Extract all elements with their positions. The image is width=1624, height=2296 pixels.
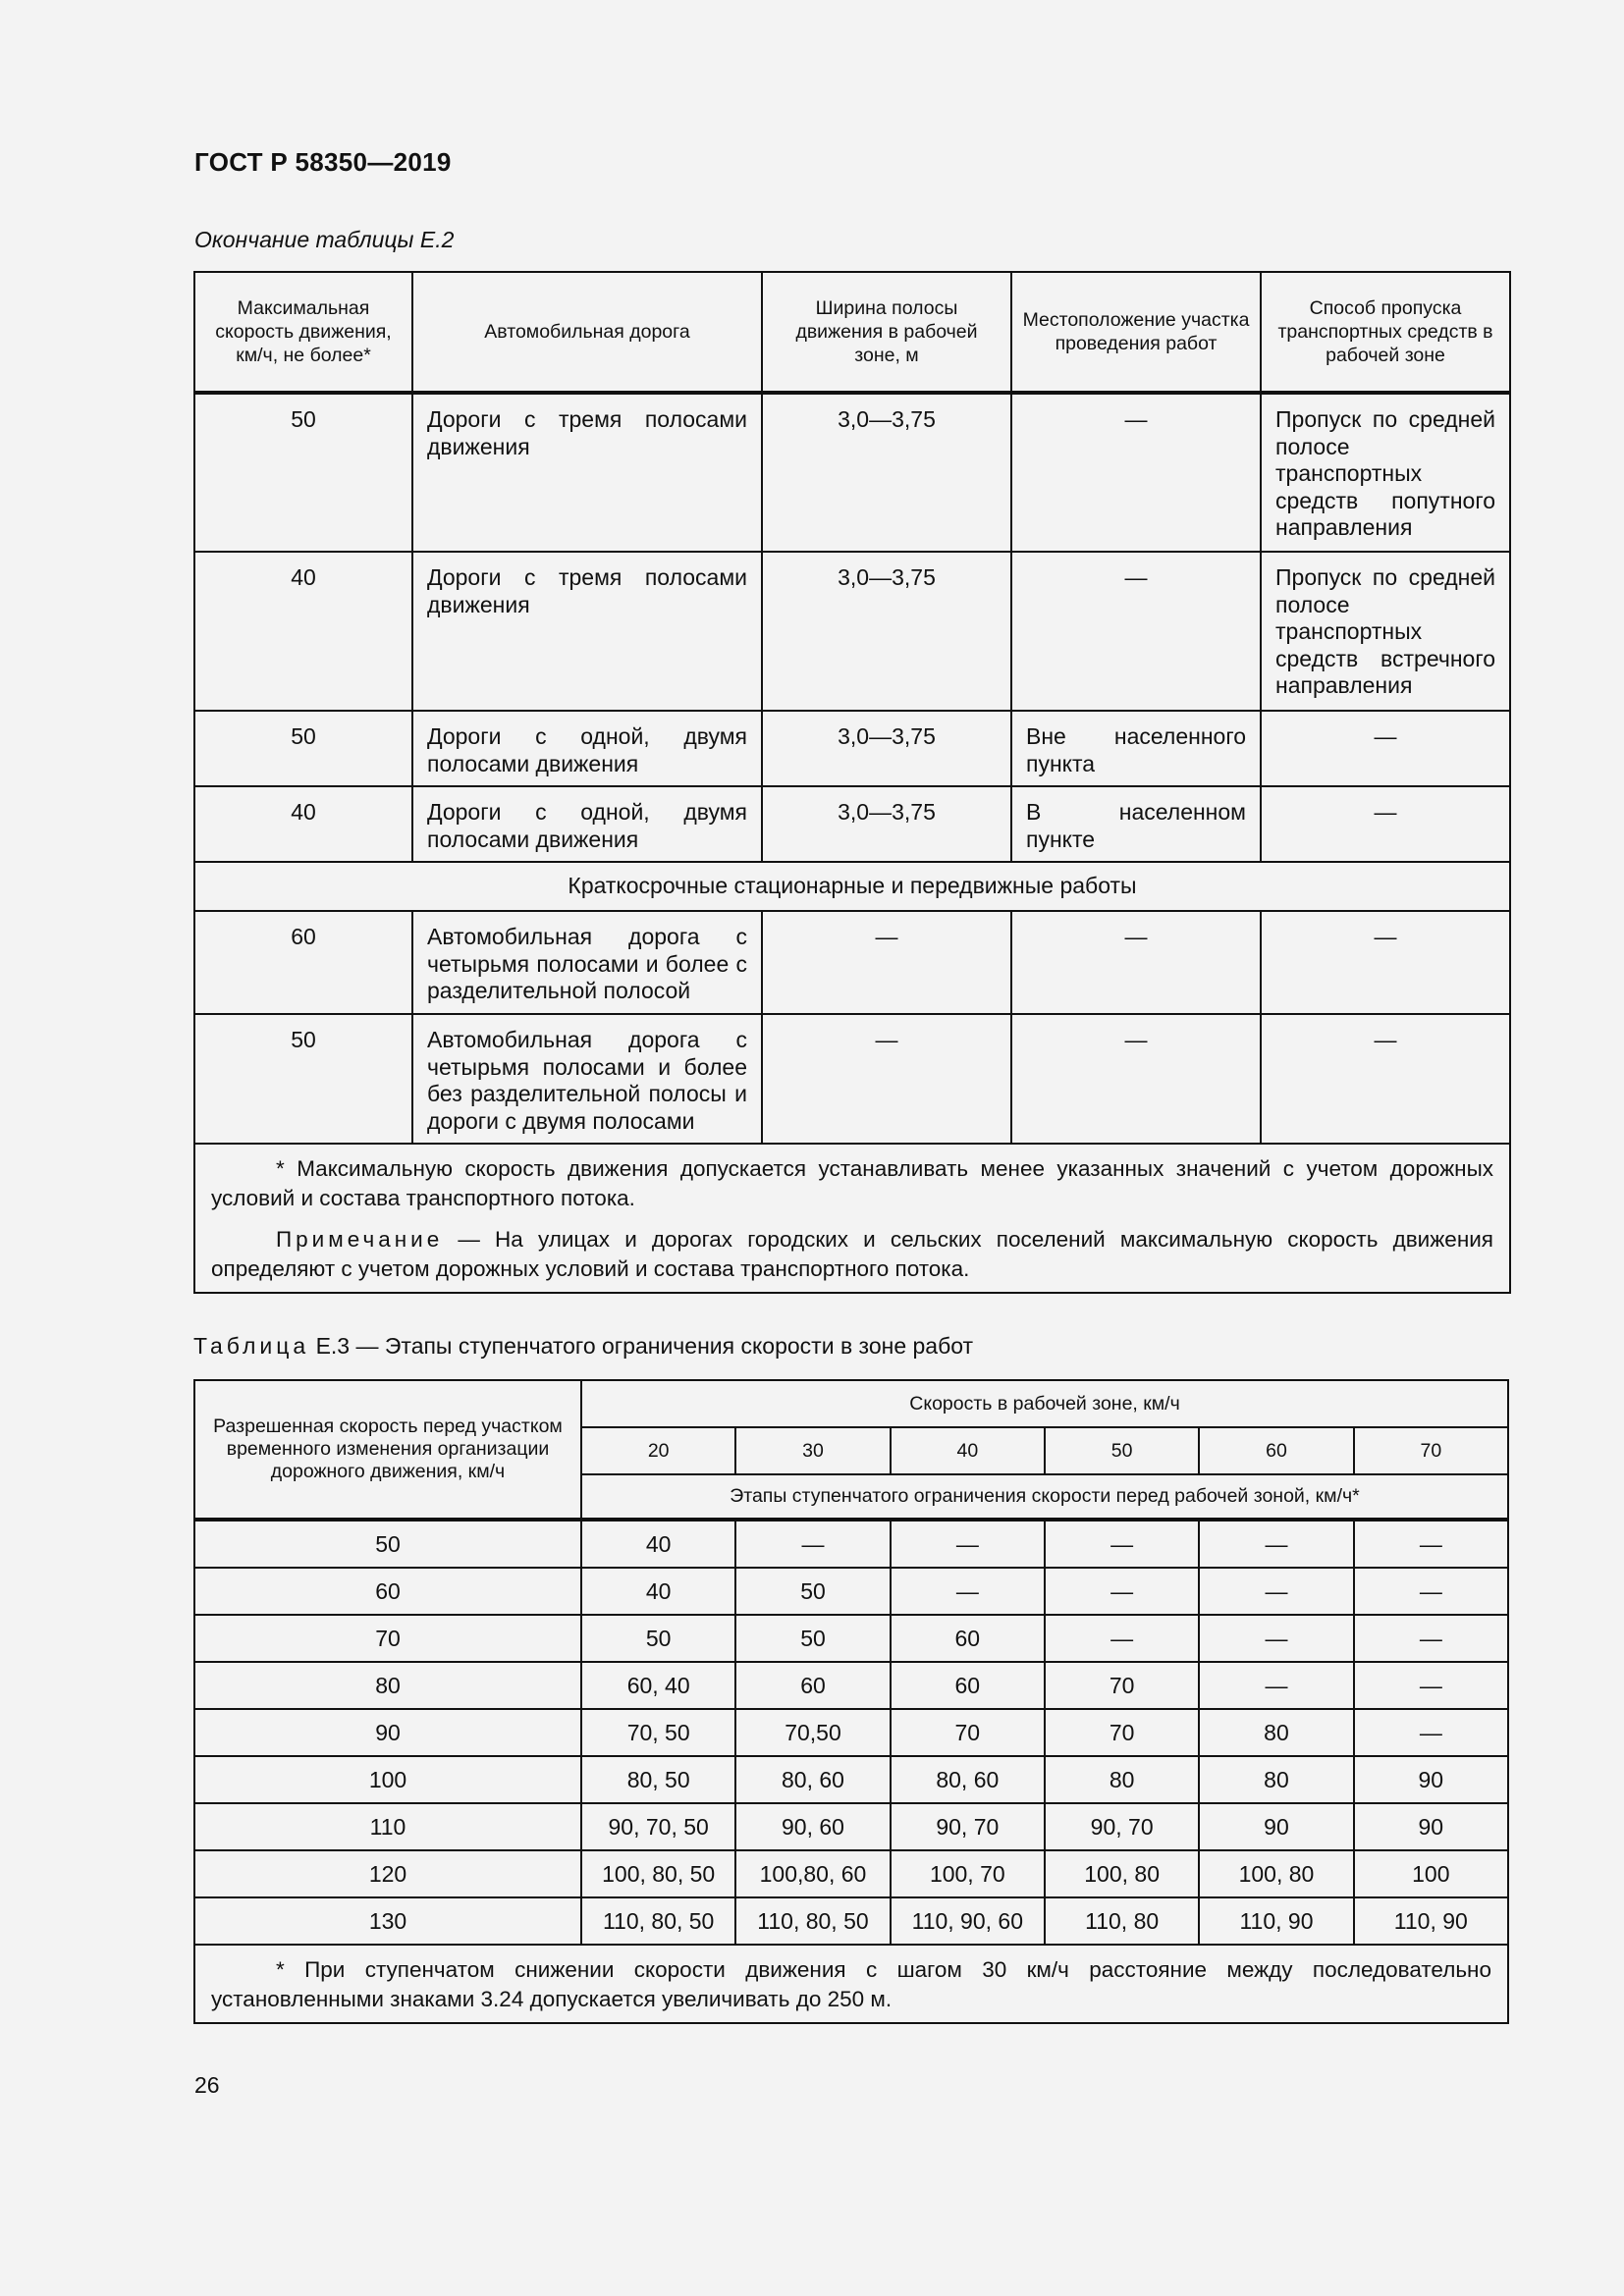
speed-header-30: 30: [735, 1427, 890, 1474]
cell-stage: —: [891, 1568, 1045, 1615]
cell-stage: 110, 90: [1199, 1897, 1353, 1945]
col-header-allowed-speed: Разрешенная скорость перед участком временного изменения организации дорожного движения, км/ч: [194, 1380, 581, 1520]
table-row: [194, 1850, 1508, 1897]
cell-stage: 60: [891, 1662, 1045, 1709]
cell-road: Автомобильная дорога с четырьмя полосами и более без разделительной полосы и дороги с двумя полосами: [412, 1014, 762, 1144]
cell-stage: 110, 90: [1354, 1897, 1508, 1945]
table-row: [194, 1662, 1508, 1709]
cell-allowed-speed: 110: [194, 1803, 581, 1850]
table-e2-caption: Окончание таблицы Е.2: [194, 227, 455, 252]
cell-allowed-speed: 80: [194, 1662, 581, 1709]
cell-location: В населенном пункте: [1011, 786, 1261, 862]
cell-stage: 70: [891, 1709, 1045, 1756]
cell-stage: 110, 80, 50: [581, 1897, 735, 1945]
cell-stage: 100, 70: [891, 1850, 1045, 1897]
cell-location: —: [1011, 393, 1261, 552]
cell-stage: 80, 60: [891, 1756, 1045, 1803]
cell-road: Дороги с одной, двумя полосами движения: [412, 711, 762, 786]
cell-stage: 50: [581, 1615, 735, 1662]
note-text: — На улицах и дорогах городских и сельских поселений максимальную скорость движения определяют с учетом дорожных условий и состава транспортного потока.: [211, 1227, 1493, 1281]
cell-stage: 70: [1045, 1709, 1199, 1756]
cell-stage: 40: [581, 1568, 735, 1615]
table-e2-note: [211, 1225, 1493, 1284]
table-row: [194, 1568, 1508, 1615]
cell-speed: 40: [194, 786, 412, 862]
page-number: 26: [194, 2072, 220, 2098]
col-header-location: Местоположение участка проведения работ: [1011, 272, 1261, 393]
cell-allowed-speed: 60: [194, 1568, 581, 1615]
col-header-workzone-speed: Скорость в рабочей зоне, км/ч: [581, 1380, 1508, 1427]
cell-width: 3,0—3,75: [762, 552, 1011, 711]
cell-location: Вне населенного пункта: [1011, 711, 1261, 786]
table-row: [194, 1014, 1510, 1144]
col-header-passage-method: Способ пропуска транспортных средств в рабочей зоне: [1261, 272, 1510, 393]
table-e3-notes: [194, 1945, 1508, 2023]
cell-method: —: [1261, 1014, 1510, 1144]
speed-header-40: 40: [891, 1427, 1045, 1474]
table-row: [194, 393, 1510, 552]
cell-stage: —: [1354, 1615, 1508, 1662]
table-e3-footnote: * При ступенчатом снижении скорости движения с шагом 30 км/ч расстояние между последовательно установленными знаками 3.24 допускается увеличивать до 250 м.: [211, 1957, 1491, 2011]
cell-stage: 100,80, 60: [735, 1850, 890, 1897]
col-header-stages: Этапы ступенчатого ограничения скорости перед рабочей зоной, км/ч*: [581, 1474, 1508, 1520]
cell-stage: 110, 90, 60: [891, 1897, 1045, 1945]
table-row: [194, 911, 1510, 1014]
cell-allowed-speed: 100: [194, 1756, 581, 1803]
cell-stage: 70: [1045, 1662, 1199, 1709]
cell-allowed-speed: 120: [194, 1850, 581, 1897]
cell-stage: 90, 70: [891, 1803, 1045, 1850]
table-row: [194, 1803, 1508, 1850]
col-header-lane-width: Ширина полосы движения в рабочей зоне, м: [762, 272, 1011, 393]
cell-width: 3,0—3,75: [762, 393, 1011, 552]
cell-stage: —: [1045, 1568, 1199, 1615]
table-row: [194, 1897, 1508, 1945]
cell-method: —: [1261, 911, 1510, 1014]
cell-stage: 110, 80: [1045, 1897, 1199, 1945]
cell-method: Пропуск по средней полосе транспортных средств встречного направления: [1261, 552, 1510, 711]
cell-location: —: [1011, 911, 1261, 1014]
cell-allowed-speed: 70: [194, 1615, 581, 1662]
cell-stage: —: [1199, 1615, 1353, 1662]
cell-speed: 40: [194, 552, 412, 711]
cell-stage: 70,50: [735, 1709, 890, 1756]
cell-stage: 80, 60: [735, 1756, 890, 1803]
cell-road: Дороги с тремя полосами движения: [412, 393, 762, 552]
cell-stage: 110, 80, 50: [735, 1897, 890, 1945]
cell-stage: 50: [735, 1568, 890, 1615]
table-row: [194, 711, 1510, 786]
cell-stage: 70, 50: [581, 1709, 735, 1756]
cell-stage: —: [891, 1520, 1045, 1568]
cell-allowed-speed: 50: [194, 1520, 581, 1568]
table-e3: [193, 1379, 1509, 2024]
cell-stage: 100, 80: [1045, 1850, 1199, 1897]
table-e3-label: Таблица: [193, 1333, 310, 1359]
cell-stage: 40: [581, 1520, 735, 1568]
notes-row: [194, 1144, 1510, 1293]
table-row: [194, 552, 1510, 711]
cell-stage: —: [1354, 1709, 1508, 1756]
cell-stage: 100, 80, 50: [581, 1850, 735, 1897]
cell-stage: 80, 50: [581, 1756, 735, 1803]
cell-width: —: [762, 911, 1011, 1014]
table-row: [194, 1615, 1508, 1662]
col-header-road: Автомобильная дорога: [412, 272, 762, 393]
cell-stage: 50: [735, 1615, 890, 1662]
cell-stage: 90, 60: [735, 1803, 890, 1850]
table-e3-title: [193, 1333, 973, 1360]
cell-stage: 90: [1354, 1803, 1508, 1850]
cell-speed: 50: [194, 711, 412, 786]
cell-stage: 80: [1199, 1709, 1353, 1756]
cell-width: 3,0—3,75: [762, 786, 1011, 862]
cell-stage: 80: [1199, 1756, 1353, 1803]
cell-speed: 60: [194, 911, 412, 1014]
cell-stage: 60: [891, 1615, 1045, 1662]
table-e2-footnote: * Максимальную скорость движения допускается устанавливать менее указанных значений с учетом дорожных условий и состава транспортного потока.: [211, 1156, 1493, 1210]
cell-width: 3,0—3,75: [762, 711, 1011, 786]
speed-header-20: 20: [581, 1427, 735, 1474]
cell-allowed-speed: 90: [194, 1709, 581, 1756]
table-row: [194, 1709, 1508, 1756]
notes-row: [194, 1945, 1508, 2023]
cell-road: Дороги с одной, двумя полосами движения: [412, 786, 762, 862]
cell-stage: —: [1354, 1520, 1508, 1568]
table-row: [194, 786, 1510, 862]
document-code: ГОСТ Р 58350—2019: [194, 147, 452, 177]
cell-speed: 50: [194, 1014, 412, 1144]
speed-header-60: 60: [1199, 1427, 1353, 1474]
cell-speed: 50: [194, 393, 412, 552]
table-e2: [193, 271, 1511, 1294]
cell-stage: —: [1199, 1520, 1353, 1568]
cell-stage: —: [735, 1520, 890, 1568]
cell-stage: 90, 70: [1045, 1803, 1199, 1850]
note-label: Примечание: [276, 1227, 444, 1252]
cell-location: —: [1011, 552, 1261, 711]
table-row: [194, 1520, 1508, 1568]
cell-stage: 90: [1199, 1803, 1353, 1850]
speed-header-70: 70: [1354, 1427, 1508, 1474]
cell-stage: 60: [735, 1662, 890, 1709]
cell-method: —: [1261, 786, 1510, 862]
cell-stage: 80: [1045, 1756, 1199, 1803]
cell-width: —: [762, 1014, 1011, 1144]
cell-stage: —: [1045, 1615, 1199, 1662]
cell-method: —: [1261, 711, 1510, 786]
cell-allowed-speed: 130: [194, 1897, 581, 1945]
cell-stage: 90, 70, 50: [581, 1803, 735, 1850]
cell-location: —: [1011, 1014, 1261, 1144]
cell-stage: —: [1354, 1568, 1508, 1615]
section-title: Краткосрочные стационарные и передвижные работы: [194, 862, 1510, 911]
table-row: [194, 1756, 1508, 1803]
cell-road: Автомобильная дорога с четырьмя полосами и более с разделительной полосой: [412, 911, 762, 1014]
section-row: [194, 862, 1510, 911]
cell-stage: 60, 40: [581, 1662, 735, 1709]
cell-method: Пропуск по средней полосе транспортных средств попутного направления: [1261, 393, 1510, 552]
cell-stage: 100: [1354, 1850, 1508, 1897]
cell-stage: 100, 80: [1199, 1850, 1353, 1897]
col-header-max-speed: Максимальная скорость движения, км/ч, не более*: [194, 272, 412, 393]
cell-stage: —: [1199, 1568, 1353, 1615]
cell-stage: —: [1354, 1662, 1508, 1709]
cell-stage: 90: [1354, 1756, 1508, 1803]
cell-road: Дороги с тремя полосами движения: [412, 552, 762, 711]
table-e3-title-text: Е.3 — Этапы ступенчатого ограничения скорости в зоне работ: [309, 1333, 974, 1359]
cell-stage: —: [1045, 1520, 1199, 1568]
speed-header-50: 50: [1045, 1427, 1199, 1474]
cell-stage: —: [1199, 1662, 1353, 1709]
table-e2-notes: [194, 1144, 1510, 1293]
